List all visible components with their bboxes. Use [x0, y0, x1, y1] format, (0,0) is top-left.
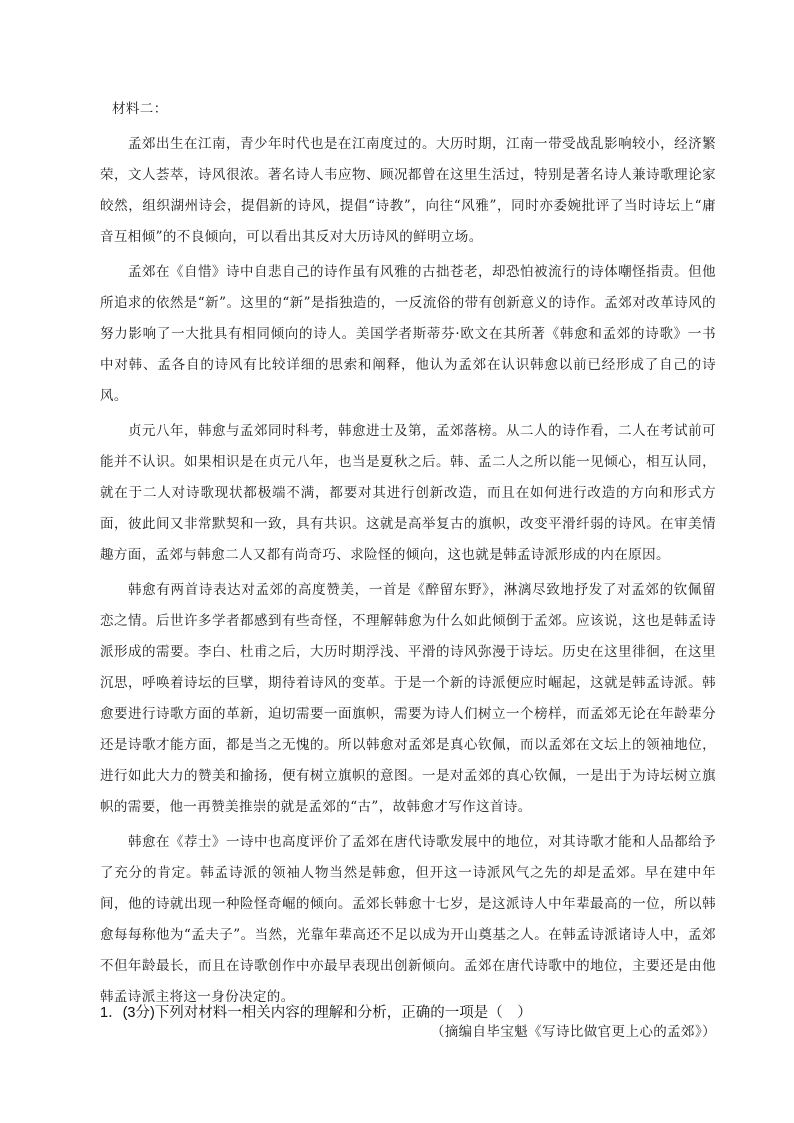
- material-section: [100, 94, 716, 1048]
- paragraph-4: 韩愈有两首诗表达对孟郊的高度赞美，一首是《醉留东野》，淋漓尽致地抒发了对孟郊的钦佩留恋之情。后世许多学者都感到有些奇怪，不理解韩愈为什么如此倾倒于孟郊。应该说，这也是韩孟诗派形成的需要。李白、杜甫之后，大历时期浮浅、平滑的诗风弥漫于诗坛。历史在这里徘徊，在这里沉思，呼唤着诗坛的巨擘，期待着诗风的变革。于是一个新的诗派便应时崛起，这就是韩孟诗派。韩愈要进行诗歌方面的革新，迫切需要一面旗帜，需要为诗人们树立一个榜样，而孟郊无论在年龄辈分还是诗歌才能方面，都是当之无愧的。所以韩愈对孟郊是真心钦佩，而以孟郊在文坛上的领袖地位，进行如此大力的赞美和揄扬，便有树立旗帜的意图。一是对孟郊的真心钦佩，一是出于为诗坛树立旗帜的需要，他一再赞美推崇的就是孟郊的“古”，故韩愈才写作这首诗。: [100, 582, 716, 815]
- paragraph-3: 贞元八年，韩愈与孟郊同时科考，韩愈进士及第，孟郊落榜。从二人的诗作看，二人在考试前可能并不认识。如果相识是在贞元八年，也当是夏秋之后。韩、孟二人之所以能一见倾心，相互认同，就在于二人对诗歌现状都极端不满，都要对其进行创新改造，而且在如何进行改造的方向和形式方面，彼此间又非常默契和一致，具有共识。这就是高举复古的旗帜，改变平滑纤弱的诗风。在审美情趣方面，孟郊与韩愈二人又都有尚奇巧、求险怪的倾向，这也就是韩孟诗派形成的内在原因。: [100, 423, 716, 563]
- paragraph-1: 孟郊出生在江南，青少年时代也是在江南度过的。大历时期，江南一带受战乱影响较小，经济繁荣，文人荟萃，诗风很浓。著名诗人韦应物、顾况都曾在这里生活过，特别是著名诗人兼诗歌理论家皎然，组织湖州诗会，提倡新的诗风，提倡“诗教”，向往“风雅”，同时亦委婉批评了当时诗坛上“庸音互相倾”的不良倾向，可以看出其反对大历诗风的鲜明立场。: [100, 136, 716, 245]
- source-citation: （摘编自毕宝魁《写诗比做官更上心的孟郊》）: [430, 1024, 716, 1040]
- question-1: 1．(3分)下列对材料一相关内容的理解和分析，正确的一项是（ ）: [100, 1005, 532, 1021]
- material-label: 材料二：: [112, 101, 168, 117]
- paragraph-2: 孟郊在《自惜》诗中自悲自己的诗作虽有风雅的古拙苍老，却恐怕被流行的诗体嘲怪指责。但他所追求的依然是“新”。这里的“新”是指独造的，一反流俗的带有创新意义的诗作。孟郊对改革诗风的努力影响了一大批具有相同倾向的诗人。美国学者斯蒂芬·欧文在其所著《韩愈和孟郊的诗歌》一书中对韩、孟各自的诗风有比较详细的思索和阐释，他认为孟郊在认识韩愈以前已经形成了自己的诗风。: [100, 264, 716, 404]
- paragraph-5: 韩愈在《荐士》一诗中也高度评价了孟郊在唐代诗歌发展中的地位，对其诗歌才能和人品都给予了充分的肯定。韩孟诗派的领袖人物当然是韩愈，但开这一诗派风气之先的却是孟郊。早在建中年间，他的诗就出现一种险怪奇崛的倾向。孟郊长韩愈十七岁，是这派诗人中年辈最高的一位，所以韩愈每每称他为“孟夫子”。当然，光靠年辈高还不足以成为开山奠基之人。在韩孟诗派诸诗人中，孟郊不但年龄最长，而且在诗歌创作中亦最早表现出创新倾向。孟郊在唐代诗歌中的地位，主要还是由他韩孟诗派主将这一身份决定的。: [100, 834, 716, 1005]
